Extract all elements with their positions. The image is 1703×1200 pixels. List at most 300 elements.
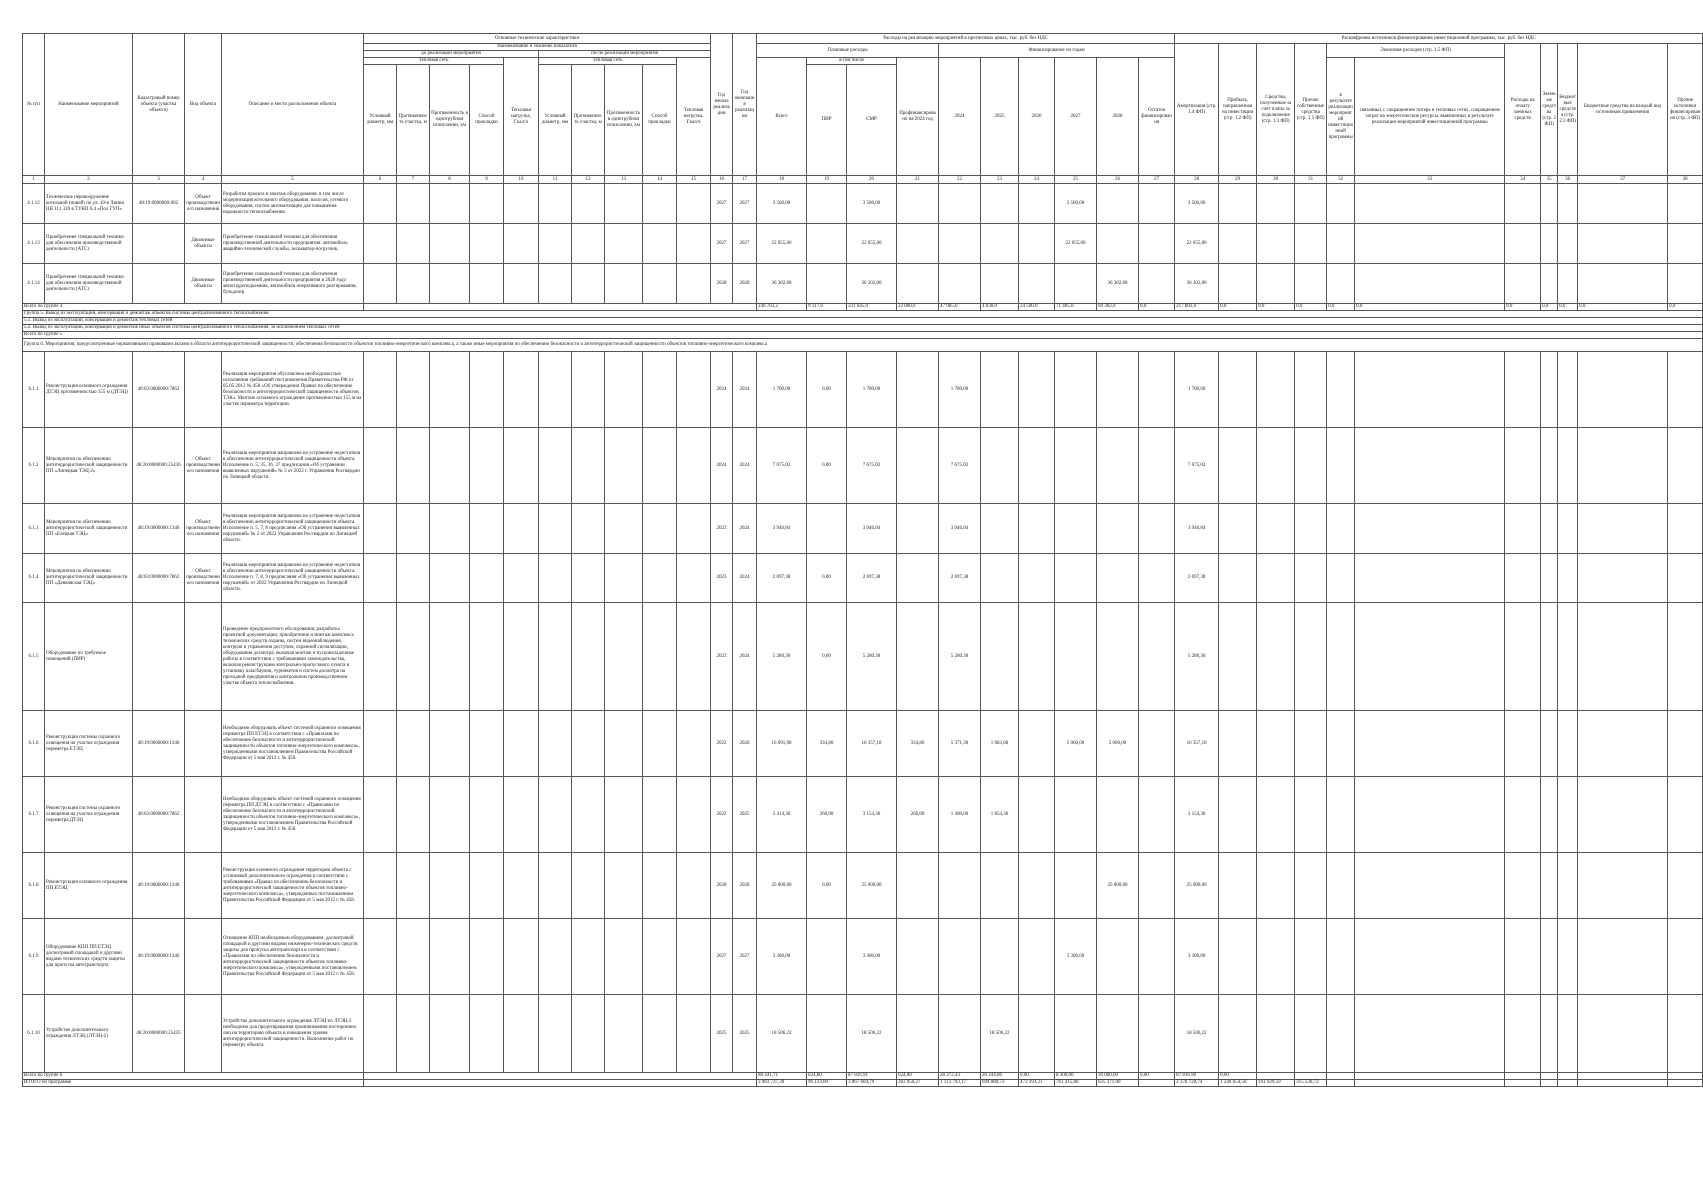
total-group4-rest: 0,0 — [1139, 304, 1175, 311]
row-prof — [897, 264, 939, 304]
total-program-2027: 761 415,80 — [1055, 1080, 1097, 1087]
source-cell — [1355, 184, 1505, 224]
row-description: Разработка проекта и монтаж оборудования, в том числе модернизация котельного оборудования, насосов, сетевого оборудования, систем автоматизации для повышения надежности теплоснабжения. — [222, 184, 364, 224]
tech-cell — [470, 554, 504, 603]
source-cell — [1505, 224, 1541, 264]
row-prof — [897, 184, 939, 224]
row-2025 — [981, 504, 1019, 554]
tech-cell — [364, 352, 397, 428]
source-cell — [1295, 264, 1327, 304]
source-cell — [1558, 224, 1578, 264]
tech-cell — [572, 853, 605, 919]
row-2024: 3 946,84 — [939, 504, 981, 554]
row-prof — [897, 504, 939, 554]
tech-cell — [572, 264, 605, 304]
col-header-25: 2027 — [1055, 58, 1097, 176]
column-number: 34 — [1505, 176, 1541, 184]
source-cell — [1541, 603, 1558, 711]
row-2028 — [1097, 224, 1139, 264]
tech-cell — [677, 184, 711, 224]
row-amort: 3 500,00 — [1175, 184, 1219, 224]
row-2026 — [1019, 554, 1055, 603]
row-description: Приобретение специальной техники для обеспечения производственной деятельности предприятия в 2028 году: автогидроподъемник, автомобили оперативного реагирования, бульдозер. — [222, 264, 364, 304]
tech-cell — [539, 711, 572, 777]
source-cell — [1668, 352, 1703, 428]
row-2024 — [939, 919, 981, 995]
col-header-13: Протяженность в однотрубном исчислении, км — [605, 65, 643, 176]
row-year-start: 2023 — [711, 504, 733, 554]
tech-cell — [677, 264, 711, 304]
total-group4-2024: 47 965,6 — [939, 304, 981, 311]
total-group4-label: Всего по группе 4 — [23, 304, 364, 311]
tech-cell — [504, 554, 539, 603]
row-2027: 22 055,00 — [1055, 224, 1097, 264]
tech-cell — [643, 504, 677, 554]
row-amort: 2 697,38 — [1175, 554, 1219, 603]
row-2028: 25 000,00 — [1097, 853, 1139, 919]
column-number: 19 — [807, 176, 847, 184]
source-cell — [1257, 995, 1295, 1073]
row-2027 — [1055, 428, 1097, 504]
row-rest — [1139, 504, 1175, 554]
row-prof — [897, 352, 939, 428]
tech-cell — [504, 504, 539, 554]
economy-header: Экономия расходов (стр. 1.5 ФП) — [1327, 44, 1505, 58]
source-cell — [1505, 853, 1541, 919]
column-number: 7 — [397, 176, 430, 184]
document-sheet — [22, 33, 1701, 1087]
source-cell — [1541, 777, 1558, 853]
tech-cell — [677, 224, 711, 264]
column-number: 37 — [1578, 176, 1668, 184]
row-2026 — [1019, 224, 1055, 264]
row-smr: 36 302,00 — [847, 264, 897, 304]
total-group4-smr: 231 645,0 — [847, 304, 897, 311]
tech-cell — [572, 919, 605, 995]
tech-cell — [364, 995, 397, 1073]
source-cell — [1668, 995, 1703, 1073]
source-cell — [1668, 777, 1703, 853]
row-cadastral: 48:20:0000000:25435 — [133, 995, 185, 1073]
total-group6-2024: 28 272,43 — [939, 1073, 981, 1080]
row-number: 4.1.13 — [23, 224, 45, 264]
source-cell — [1505, 554, 1541, 603]
total-group6-2026: 0,00 — [1019, 1073, 1055, 1080]
column-number: 13 — [605, 176, 643, 184]
row-description: Реализация мероприятия направлена на устранение недостатков в обеспечении антитеррористической защищенности объекта. Исполнение п. 5, 7, 8 предписания «Об устранении выявленных нарушений» № 2 от 2022 Управления Росгвардии по Липецкой области. — [222, 504, 364, 554]
source-cell — [1541, 224, 1558, 264]
source-cell — [1295, 352, 1327, 428]
col-header-30: Средства, полученные за счет платы за подключение (стр. 1.3 ФП) — [1257, 44, 1295, 176]
row-2027 — [1055, 504, 1097, 554]
source-cell — [1578, 352, 1668, 428]
source-cell — [1668, 428, 1703, 504]
source-cell — [1219, 853, 1257, 919]
tech-cell — [504, 919, 539, 995]
total-group6-2025: 20 244,86 — [981, 1073, 1019, 1080]
total-program-c31: 315 530,72 — [1295, 1080, 1327, 1087]
col-header-32: в результате реализации мероприятий инвестиционной программы — [1327, 58, 1355, 176]
source-cell — [1558, 554, 1578, 603]
row-name: Техническое перевооружение котельной (новой) по ул. 10-я Линия ЦВ 111 320 в ТУКП 0.4 «Пол ГУП» — [45, 184, 133, 224]
source-cell — [1541, 995, 1558, 1073]
source-cell — [1668, 184, 1703, 224]
source-cell — [1219, 995, 1257, 1073]
tech-cell — [539, 184, 572, 224]
total-group6-amort: 87 816,90 — [1175, 1073, 1219, 1080]
row-year-start: 2022 — [711, 711, 733, 777]
tech-cell — [677, 603, 711, 711]
row-2025 — [981, 352, 1019, 428]
source-cell — [1578, 184, 1668, 224]
tech-cell — [470, 995, 504, 1073]
column-number: 12 — [572, 176, 605, 184]
row-2028 — [1097, 777, 1139, 853]
row-year-start: 2027 — [711, 184, 733, 224]
tech-cell — [364, 777, 397, 853]
row-object-type: Объект производственного назначения — [185, 184, 222, 224]
source-cell — [1578, 504, 1668, 554]
tech-cell — [430, 224, 470, 264]
source-cell — [1327, 264, 1355, 304]
source-cell — [1219, 224, 1257, 264]
table-row — [23, 919, 1703, 995]
total-program-c29: 1 246 054,50 — [1219, 1080, 1257, 1087]
row-total: 3 300,00 — [757, 919, 807, 995]
tech-cell — [504, 853, 539, 919]
row-2026 — [1019, 919, 1055, 995]
row-name: Реконструкция системы охранного освещения на участке ограждения периметра ДТЭЦ — [45, 777, 133, 853]
row-number: 4.1.12 — [23, 184, 45, 224]
col-header-18: Всего — [757, 58, 807, 176]
row-smr: 1 700,00 — [847, 352, 897, 428]
total-program-row — [23, 1080, 1703, 1087]
tech-cell — [397, 711, 430, 777]
row-year-end: 2024 — [733, 554, 757, 603]
row-year-end: 2027 — [733, 919, 757, 995]
source-cell — [1257, 504, 1295, 554]
total-group4-2025: 4 030,0 — [981, 304, 1019, 311]
source-cell — [1578, 853, 1668, 919]
row-2024: 1 300,00 — [939, 777, 981, 853]
tech-cell — [677, 554, 711, 603]
row-cadastral: 48:03:0000000:7862 — [133, 352, 185, 428]
total-program-label: ИТОГО по программе — [23, 1080, 364, 1087]
source-cell — [1295, 554, 1327, 603]
total-group4-c29: 0,0 — [1219, 304, 1257, 311]
row-rest — [1139, 352, 1175, 428]
row-object-type — [185, 853, 222, 919]
tech-cell — [572, 554, 605, 603]
row-rest — [1139, 777, 1175, 853]
row-year-start: 2027 — [711, 919, 733, 995]
row-smr: 7 675,02 — [847, 428, 897, 504]
column-number: 20 — [847, 176, 897, 184]
column-number: 6 — [364, 176, 397, 184]
source-cell — [1558, 428, 1578, 504]
row-pir: 0,00 — [807, 853, 847, 919]
row-cadastral: 48:19:0000000:602 — [133, 184, 185, 224]
row-total: 25 000,00 — [757, 853, 807, 919]
table-row — [23, 777, 1703, 853]
source-cell — [1257, 184, 1295, 224]
source-cell — [1355, 554, 1505, 603]
row-total: 18 506,22 — [757, 995, 807, 1073]
row-cadastral: 48:20:0000000:25436 — [133, 428, 185, 504]
column-number: 10 — [504, 176, 539, 184]
tech-params-title: Основные технические характеристики — [364, 34, 711, 44]
row-number: 6.1.10 — [23, 995, 45, 1073]
row-2027 — [1055, 777, 1097, 853]
col-header-38: Прочие источники финансирования (стр. 3 ФП) — [1668, 44, 1703, 176]
row-total: 3 414,36 — [757, 777, 807, 853]
source-cell — [1355, 995, 1505, 1073]
row-2027: 5 060,00 — [1055, 711, 1097, 777]
row-rest — [1139, 919, 1175, 995]
row-number: 6.1.3 — [23, 504, 45, 554]
row-object-type — [185, 603, 222, 711]
row-prof — [897, 919, 939, 995]
source-cell — [1578, 919, 1668, 995]
row-object-type — [185, 995, 222, 1073]
row-year-start: 2028 — [711, 264, 733, 304]
source-cell — [1327, 428, 1355, 504]
row-cadastral: 48:19:0000000:1346 — [133, 853, 185, 919]
tech-cell — [397, 554, 430, 603]
row-amort: 7 675,02 — [1175, 428, 1219, 504]
plan-expenses-header: Плановые расходы — [757, 44, 939, 58]
col-header-9: Способ прокладки — [470, 65, 504, 176]
col-header-19: ПИР — [807, 65, 847, 176]
row-prof — [897, 853, 939, 919]
row-2025 — [981, 264, 1019, 304]
total-program-c30: 191 929,59 — [1257, 1080, 1295, 1087]
total-group4-2027: 71 405,0 — [1055, 304, 1097, 311]
source-cell — [1558, 995, 1578, 1073]
table-row — [23, 264, 1703, 304]
total-program-pir: 96 133,00 — [807, 1080, 847, 1087]
source-cell — [1541, 428, 1558, 504]
col-header-24: 2026 — [1019, 58, 1055, 176]
source-cell — [1558, 264, 1578, 304]
tech-cell — [430, 777, 470, 853]
row-description: Реконструкция основного ограждения территории объекта с установкой дополнительного ограждения в соответствии с требованиями «Правил по обеспечению безопасности и антитеррористической защищенности объектов топливно-энергетического комплекса», утвержденных постановлением Правительства Российской Федерации от 5 мая 2012 г. № 458. — [222, 853, 364, 919]
tech-cell — [397, 777, 430, 853]
total-group6-c29: 0,00 — [1219, 1073, 1257, 1080]
header-row-1 — [23, 34, 1703, 44]
tech-cell — [605, 603, 643, 711]
row-year-start: 2023 — [711, 603, 733, 711]
column-number: 33 — [1355, 176, 1505, 184]
tech-cell — [504, 352, 539, 428]
row-2024 — [939, 995, 981, 1073]
row-number: 6.1.6 — [23, 711, 45, 777]
row-pir — [807, 919, 847, 995]
row-smr: 3 946,84 — [847, 504, 897, 554]
row-2027: 3 500,00 — [1055, 184, 1097, 224]
source-cell — [1505, 603, 1541, 711]
row-cadastral: 48:03:0000000:7862 — [133, 554, 185, 603]
row-cadastral — [133, 224, 185, 264]
source-cell — [1327, 853, 1355, 919]
row-total: 16 691,98 — [757, 711, 807, 777]
tech-cell — [470, 919, 504, 995]
row-smr: 3 154,36 — [847, 777, 897, 853]
column-number: 28 — [1175, 176, 1219, 184]
row-year-start: 2022 — [711, 777, 733, 853]
row-year-end: 2027 — [733, 184, 757, 224]
source-cell — [1219, 264, 1257, 304]
tech-cell — [643, 184, 677, 224]
group5-2-row — [23, 325, 1703, 332]
tech-cell — [572, 711, 605, 777]
tech-cell — [397, 224, 430, 264]
tech-cell — [504, 711, 539, 777]
row-total: 2 697,38 — [757, 554, 807, 603]
row-description: Приобретение специальной техники для обеспечения производственной деятельности предприятия: автомобиль аварийно-технической службы, экскаватор-погрузчик. — [222, 224, 364, 264]
row-total: 7 675,02 — [757, 428, 807, 504]
row-2026 — [1019, 711, 1055, 777]
tech-cell — [397, 504, 430, 554]
col-header-5: Описание и место расположения объекта — [222, 34, 364, 176]
source-cell — [1541, 853, 1558, 919]
row-year-end: 2028 — [733, 264, 757, 304]
row-total: 22 055,00 — [757, 224, 807, 264]
tech-cell — [605, 711, 643, 777]
heatnet-after-header: Тепловая сеть — [539, 58, 677, 65]
row-name: Реконструкция основного ограждения ПП ЕТЭЦ — [45, 853, 133, 919]
tech-cell — [504, 184, 539, 224]
row-pir: 260,00 — [807, 777, 847, 853]
source-cell — [1327, 352, 1355, 428]
source-cell — [1355, 264, 1505, 304]
col-header-27: Остаток финансирования — [1139, 58, 1175, 176]
source-cell — [1327, 504, 1355, 554]
source-cell — [1541, 184, 1558, 224]
source-cell — [1257, 603, 1295, 711]
row-2025 — [981, 919, 1019, 995]
row-pir: 0,00 — [807, 428, 847, 504]
row-2027 — [1055, 995, 1097, 1073]
total-group4-pir: 9 117,6 — [807, 304, 847, 311]
row-2026 — [1019, 777, 1055, 853]
col-header-2: Наименование мероприятий — [45, 34, 133, 176]
expenses-title: Расходы на реализацию мероприятий в прогнозных ценах, тыс. руб. без НДС — [757, 34, 1175, 44]
row-2024: 7 675,02 — [939, 428, 981, 504]
row-object-type: Движимые объекты — [185, 224, 222, 264]
row-2026 — [1019, 184, 1055, 224]
row-2024: 1 700,00 — [939, 352, 981, 428]
row-description: Необходимо оборудовать объект системой охранного освещения периметра ПП ДТЭЦ в соответствии с «Правилами по обеспечению безопасности и антитеррористической защищенности объектов топливно-энергетического комплекса», утвержденными постановлением Правительства Российской Федерации от 5 мая 2012 г. № 458. — [222, 777, 364, 853]
tech-cell — [397, 995, 430, 1073]
column-number: 17 — [733, 176, 757, 184]
row-2025: 18 506,22 — [981, 995, 1019, 1073]
col-header-35: Заемные средства (стр. 2 ФП) — [1541, 44, 1558, 176]
source-cell — [1257, 428, 1295, 504]
row-total: 3 500,00 — [757, 184, 807, 224]
group5-row — [23, 311, 1703, 318]
tech-cell — [572, 995, 605, 1073]
table-row — [23, 995, 1703, 1073]
source-cell — [1219, 603, 1257, 711]
tech-cell — [539, 919, 572, 995]
column-number: 11 — [539, 176, 572, 184]
group6-row — [23, 339, 1703, 352]
source-cell — [1219, 184, 1257, 224]
row-2026 — [1019, 264, 1055, 304]
tech-cell — [364, 428, 397, 504]
col-header-15: Тепловая нагрузка, Гкал/ч — [677, 58, 711, 176]
row-year-start: 2024 — [711, 428, 733, 504]
source-cell — [1505, 352, 1541, 428]
tech-cell — [470, 853, 504, 919]
row-amort: 25 000,00 — [1175, 853, 1219, 919]
column-numbers-row — [23, 176, 1703, 184]
tech-cell — [397, 603, 430, 711]
table-row — [23, 853, 1703, 919]
total-program-prof: 283 956,27 — [897, 1080, 939, 1087]
tech-cell — [364, 919, 397, 995]
table-row — [23, 554, 1703, 603]
row-cadastral: 48:19:0000000:1346 — [133, 711, 185, 777]
tech-cell — [539, 603, 572, 711]
tech-cell — [430, 853, 470, 919]
row-2027 — [1055, 603, 1097, 711]
tech-cell — [677, 919, 711, 995]
row-2025 — [981, 184, 1019, 224]
col-header-28: Амортизация (стр. 1.4 ФП) — [1175, 44, 1219, 176]
tech-cell — [430, 995, 470, 1073]
row-description: Устройство дополнительного ограждения ЛТЭЦ по ЛТЭЦ-2 необходимо для предотвращения проникновения посторонних лиц на территорию объекта и повышения уровня антитеррористической защищенности. Выполнение работ по периметру объекта. — [222, 995, 364, 1073]
row-name: Мероприятия по обеспечению антитеррористической защищенности ПП «Липецкая ТЭЦ-2» — [45, 428, 133, 504]
source-cell — [1257, 554, 1295, 603]
row-amort: 3 300,00 — [1175, 919, 1219, 995]
tech-cell — [572, 777, 605, 853]
row-object-type — [185, 919, 222, 995]
column-number: 26 — [1097, 176, 1139, 184]
tech-cell — [430, 428, 470, 504]
group5-1-row — [23, 318, 1703, 325]
tech-cell — [364, 264, 397, 304]
tech-cell — [605, 777, 643, 853]
row-2026 — [1019, 995, 1055, 1073]
col-header-21: Профинансировано на 2024 год — [897, 58, 939, 176]
row-pir: 0,00 — [807, 352, 847, 428]
row-description: Проведение предпроектного обследования, разработка проектной документации, приобретение и монтаж комплекса технических средств охраны, систем видеонаблюдения, контроля и управления доступом, охранной сигнализации, оборудования досмотра, включая монтаж и пусконаладочные работы в соответствии с требованиями законодательства, включая реконструкцию контрольно-пропускного пункта и установку шлагбаумов, турникетов и систем досмотра на проходной предприятия и контрольном производственном участке объекта теплоснабжения. — [222, 603, 364, 711]
row-prof — [897, 603, 939, 711]
row-2024: 2 697,38 — [939, 554, 981, 603]
column-number: 38 — [1668, 176, 1703, 184]
row-2026 — [1019, 603, 1055, 711]
row-smr: 2 697,38 — [847, 554, 897, 603]
tech-cell — [539, 352, 572, 428]
source-cell — [1505, 777, 1541, 853]
source-cell — [1295, 184, 1327, 224]
row-description: Реализация мероприятия направлена на устранение недостатков в обеспечении антитеррористической защищенности объекта. Исполнение п. 5, 35, 36, 37 предписания «Об устранении выявленных нарушений» № 3 от 2022 г. Управления Росгвардии по Липецкой области. — [222, 428, 364, 504]
source-cell — [1219, 352, 1257, 428]
tech-cell — [572, 224, 605, 264]
source-cell — [1219, 777, 1257, 853]
row-number: 6.1.5 — [23, 603, 45, 711]
row-year-start: 2023 — [711, 554, 733, 603]
row-year-start: 2028 — [711, 853, 733, 919]
row-rest — [1139, 184, 1175, 224]
col-header-11: Условный диаметр, мм — [539, 65, 572, 176]
source-cell — [1219, 919, 1257, 995]
source-cell — [1355, 777, 1505, 853]
row-2027 — [1055, 853, 1097, 919]
tech-cell — [605, 352, 643, 428]
